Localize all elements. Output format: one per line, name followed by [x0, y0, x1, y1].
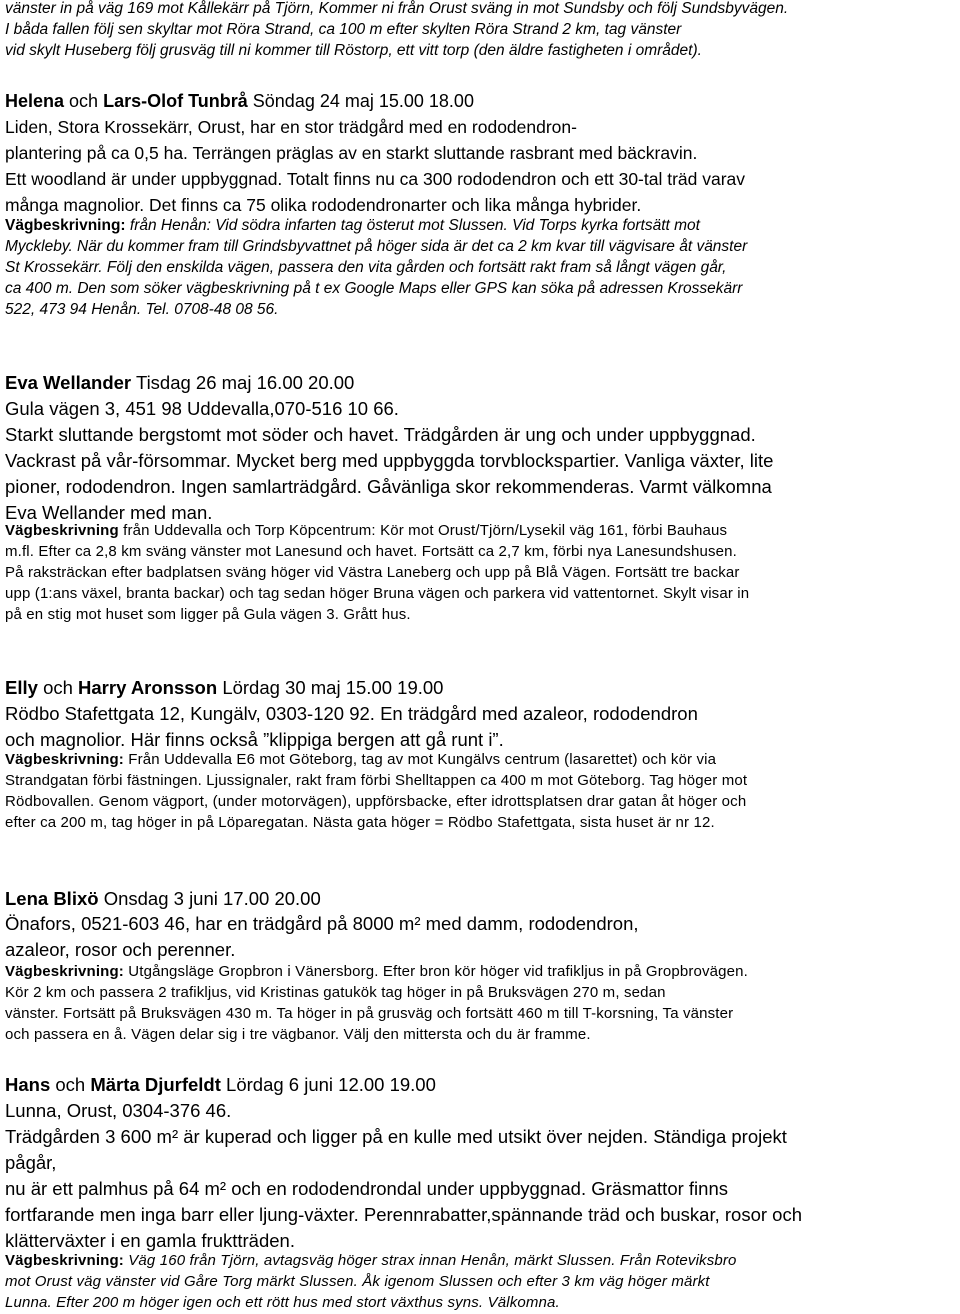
route-label: Vägbeskrivning [5, 522, 119, 539]
entry-heading [5, 675, 443, 701]
entry-route [5, 749, 747, 833]
entry-description [5, 1098, 802, 1254]
route-line: ca 400 m. Den som söker vägbeskrivning på t ex Google Maps eller GPS kan söka på adressen Krossekärr [5, 280, 743, 297]
entry-heading [5, 370, 354, 396]
open-time: Lördag 30 maj 15.00 19.00 [222, 677, 444, 698]
route-text: Utgångsläge Gropbron i Vänersborg. Efter bron kör höger vid trafikljus in på Gropbrovägen. [128, 963, 748, 980]
entry-heading [5, 1072, 436, 1098]
entry-route [5, 520, 749, 625]
description-line: klätterväxter i en gamla fruktträden. [5, 1230, 295, 1251]
route-line [5, 749, 747, 770]
entry-route [5, 1250, 737, 1313]
description-line: Lunna, Orust, 0304-376 46. [5, 1100, 232, 1121]
description-line: Rödbo Stafettgata 12, Kungälv, 0303-120 92. En trädgård med azaleor, rododendron [5, 703, 698, 724]
route-label: Vägbeskrivning: [5, 217, 126, 234]
route-line: mot Orust väg vänster vid Gåre Torg märkt Slussen. Åk igenom Slussen och efter 3 km väg höger märkt [5, 1273, 710, 1290]
host-name: Eva Wellander [5, 372, 132, 393]
host-and: och [55, 1074, 86, 1095]
route-text: från Uddevalla och Torp Köpcentrum: Kör mot Orust/Tjörn/Lysekil väg 161, förbi Bauhaus [123, 522, 728, 539]
host-name: Helena [5, 91, 65, 111]
description-line: Eva Wellander med man. [5, 502, 213, 523]
host-name: Harry Aronsson [78, 677, 218, 698]
entry-description [5, 911, 639, 963]
description-line: Liden, Stora Krossekärr, Orust, har en stor trädgård med en rododendron- [5, 117, 577, 137]
entry-description [5, 701, 698, 753]
open-time: Tisdag 26 maj 16.00 20.00 [135, 372, 355, 393]
route-line: Strandgatan förbi fästningen. Ljussignaler, rakt fram förbi Shelltappen ca 400 m mot Göteborg. Tag höger mot [5, 772, 748, 789]
open-time: Söndag 24 maj 15.00 18.00 [252, 91, 474, 111]
route-line: på en stig mot huset som ligger på Gula vägen 3. Grått hus. [5, 606, 411, 623]
description-line: fortfarande men inga barr eller ljung-växter. Perennrabatter,spännande träd och buskar, rosor och [5, 1204, 802, 1225]
intro-directions [5, 0, 788, 61]
description-line: pågår, [5, 1152, 57, 1173]
route-line: Kör 2 km och passera 2 trafikljus, vid Kristinas gatukök tag höger in på Bruksvägen 270 m, sedan [5, 984, 666, 1001]
route-line [5, 215, 747, 236]
route-line: vänster. Fortsätt på Bruksvägen 430 m. Ta höger in på grusväg och fortsätt 460 m till T-korsning, Ta vänster [5, 1005, 734, 1022]
route-line: m.fl. Efter ca 2,8 km sväng vänster mot Lanesund och havet. Fortsätt ca 2,7 km, förbi nya Lanesundshusen. [5, 543, 737, 560]
route-line: efter ca 200 m, tag höger in på Löparegatan. Nästa gata höger = Rödbo Stafettgata, sista huset är nr 12. [5, 814, 715, 831]
intro-line: I båda fallen följ sen skyltar mot Röra Strand, ca 100 m efter skylten Röra Strand 2 km, tag vänster [5, 21, 682, 38]
host-name: Elly [5, 677, 38, 698]
route-line: Lunna. Efter 200 m höger igen och ett rött hus med stort växthus syns. Välkomna. [5, 1294, 560, 1311]
route-line: På raksträckan efter badplatsen sväng höger vid Västra Laneberg och upp på Blå Vägen. Fortsätt tre backar [5, 564, 740, 581]
host-name: Hans [5, 1074, 51, 1095]
route-line: Rödbovallen. Genom vägport, (under motorvägen), uppförsbacke, efter idrottsplatsen drar gatan åt höger och [5, 793, 747, 810]
route-line: 522, 473 94 Henån. Tel. 0708-48 08 56. [5, 301, 279, 318]
host-and: och [43, 677, 73, 698]
route-line: Myckleby. När du kommer fram till Grindsbyvattnet på höger sida är det ca 2 km kvar till vägvisare åt vänster [5, 238, 748, 255]
host-name: Märta Djurfeldt [90, 1074, 221, 1095]
entry-description [5, 396, 773, 526]
route-line [5, 1250, 737, 1271]
entry-description [5, 114, 745, 218]
entry-route [5, 961, 748, 1045]
description-line: azaleor, rosor och perenner. [5, 939, 236, 960]
entry-heading [5, 886, 321, 912]
description-line: plantering på ca 0,5 ha. Terrängen präglas av en starkt sluttande rasbrant med bäckravin. [5, 143, 698, 163]
entry-heading [5, 88, 474, 114]
host-name: Lena Blixö [5, 888, 99, 909]
description-line: många magnolior. Det finns ca 75 olika rododendronarter och lika många hybrider. [5, 195, 642, 215]
intro-line: vänster in på väg 169 mot Kållekärr på Tjörn, Kommer ni från Orust sväng in mot Sundsby och följ Sundsbyvägen. [5, 0, 789, 17]
description-line: och magnolior. Här finns också ”klippiga bergen att gå runt i”. [5, 729, 504, 750]
route-line: upp (1:ans växel, branta backar) och tag sedan höger Bruna vägen och parkera vid vattentornet. Skylt visar in [5, 585, 750, 602]
description-line: Starkt sluttande bergstomt mot söder och havet. Trädgården är ung och under uppbyggnad. [5, 424, 756, 445]
intro-line: vid skylt Huseberg följ grusväg till ni kommer till Röstorp, ett vitt torp (den äldre fastigheten i området). [5, 42, 702, 59]
route-text: Från Uddevalla E6 mot Göteborg, tag av mot Kungälvs centrum (lasarettet) och kör via [128, 751, 717, 768]
route-line [5, 520, 749, 541]
host-and: och [69, 91, 99, 111]
description-line: Vackrast på vår-försommar. Mycket berg med uppbyggda torvblockspartier. Vanliga växter, lite [5, 450, 774, 471]
open-time: Onsdag 3 juni 17.00 20.00 [103, 888, 321, 909]
description-line: Trädgården 3 600 m² är kuperad och ligger på en kulle med utsikt över nejden. Ständiga projekt [5, 1126, 787, 1147]
route-label: Vägbeskrivning: [5, 963, 124, 980]
description-line: Ett woodland är under uppbyggnad. Totalt finns nu ca 300 rododendron och ett 30-tal träd varav [5, 169, 746, 189]
entry-route [5, 215, 747, 320]
open-time: Lördag 6 juni 12.00 19.00 [226, 1074, 436, 1095]
route-label: Vägbeskrivning: [5, 1252, 124, 1269]
route-line: och passera en å. Vägen delar sig i tre vägbanor. Välj den mittersta och du är framme. [5, 1026, 591, 1043]
description-line: nu är ett palmhus på 64 m² och en rododendrondal under uppbyggnad. Gräsmattor finns [5, 1178, 728, 1199]
host-name: Lars-Olof Tunbrå [103, 91, 248, 111]
route-line: St Krossekärr. Följ den enskilda vägen, passera den vita gården och fortsätt rakt fram så långt vägen går, [5, 259, 727, 276]
description-line: Gula vägen 3, 451 98 Uddevalla,070-516 10 66. [5, 398, 399, 419]
route-text: från Henån: Vid södra infarten tag österut mot Slussen. Vid Torps kyrka fortsätt mot [129, 217, 700, 234]
description-line: pioner, rododendron. Ingen samlarträdgård. Gåvänliga skor rekommenderas. Varmt välkomna [5, 476, 772, 497]
route-line [5, 961, 748, 982]
route-label: Vägbeskrivning: [5, 751, 124, 768]
route-text: Väg 160 från Tjörn, avtagsväg höger strax innan Henån, märkt Slussen. Från Roteviksbro [128, 1252, 737, 1269]
description-line: Önafors, 0521-603 46, har en trädgård på 8000 m² med damm, rododendron, [5, 913, 639, 934]
